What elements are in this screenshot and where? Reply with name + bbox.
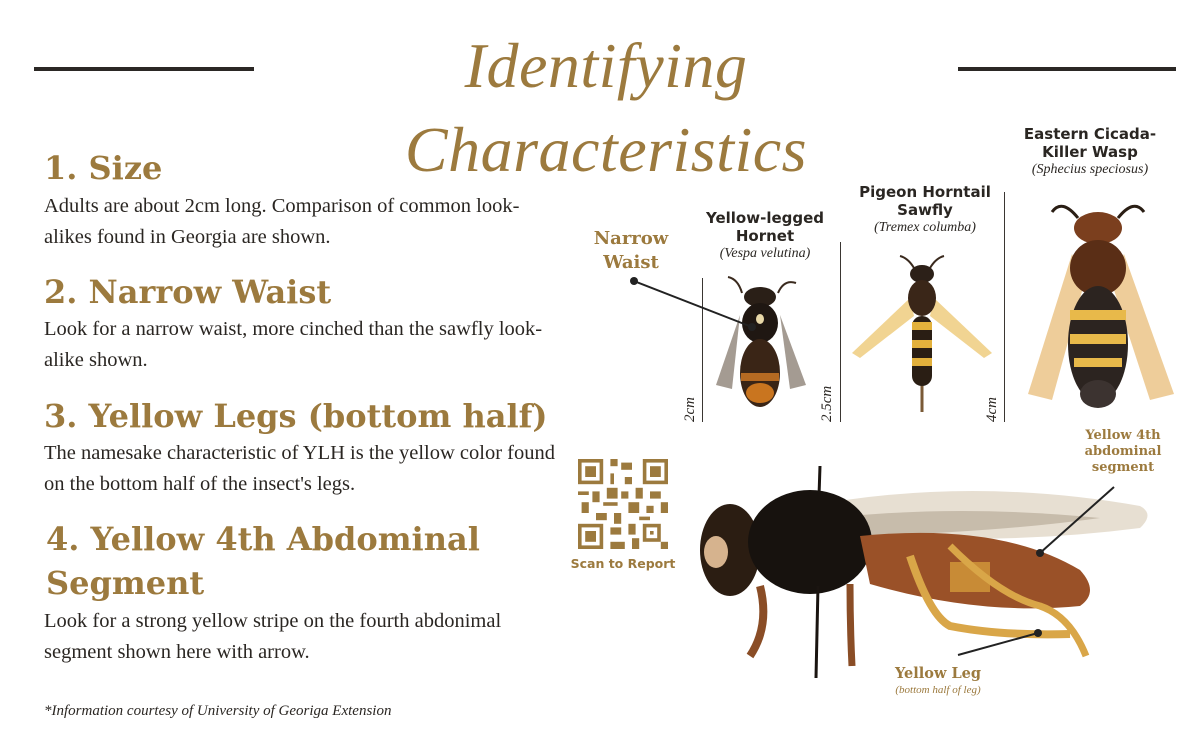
hornet-name-line1: Yellow-legged bbox=[705, 209, 825, 227]
cicada-killer-name-line2: Killer Wasp bbox=[1042, 143, 1138, 161]
section-waist-text: Look for a narrow waist, more cinched than the sawfly look-alike shown. bbox=[44, 318, 543, 371]
qr-code-icon[interactable] bbox=[578, 459, 668, 549]
section-legs-text: The namesake characteristic of YLH is the yellow color found on the bottom half of the insect's legs. bbox=[44, 442, 555, 495]
sawfly-scale-label: 2.5cm bbox=[819, 385, 835, 422]
yellow-leg-label: Yellow Leg bbox=[894, 665, 982, 682]
section-waist-heading: 2. Narrow Waist bbox=[44, 273, 332, 311]
sawfly-scientific: (Tremex columba) bbox=[874, 220, 976, 235]
hornet-scale-bar bbox=[702, 278, 703, 422]
section-abdominal-text: Look for a strong yellow stripe on the fourth abdonimal segment shown here with arrow. bbox=[44, 610, 502, 663]
hornet-scientific: (Vespa velutina) bbox=[719, 246, 811, 261]
hornet-scale-label: 2cm bbox=[682, 397, 698, 422]
qr-caption: Scan to Report bbox=[570, 556, 676, 571]
sawfly-name-line1: Pigeon Horntail bbox=[859, 183, 991, 201]
title-rule-left bbox=[34, 67, 254, 71]
cicada-killer-scientific: (Sphecius speciosus) bbox=[1031, 162, 1149, 177]
cicada-killer-scale-label: 4cm bbox=[984, 397, 1000, 422]
section-size-text: Adults are about 2cm long. Comparison of common look-alikes found in Georgia are shown. bbox=[44, 195, 520, 248]
section-size-heading: 1. Size bbox=[44, 149, 163, 187]
section-abdominal-heading-line1: 4. Yellow 4th Abdominal bbox=[46, 520, 480, 558]
sawfly-dorsal-photo bbox=[852, 258, 992, 416]
abdominal-label-line3: segment bbox=[1091, 460, 1155, 475]
sawfly-scale-bar bbox=[840, 242, 841, 422]
yellow-leg-note: (bottom half of leg) bbox=[895, 684, 981, 696]
hornet-side-photo bbox=[700, 466, 1160, 681]
footnote: *Information courtesy of University of Georiga Extension bbox=[44, 703, 392, 719]
section-abdominal-heading-line2: Segment bbox=[46, 564, 205, 602]
page-title: Identifying Characteristics bbox=[404, 30, 808, 185]
cicada-killer-scale-bar bbox=[1004, 192, 1005, 422]
abdominal-label-line2: abdominal bbox=[1084, 444, 1162, 459]
abdominal-label-line1: Yellow 4th bbox=[1085, 428, 1161, 443]
hornet-dorsal-photo bbox=[720, 275, 810, 425]
narrow-waist-label-line2: Waist bbox=[603, 252, 659, 273]
title-rule-right bbox=[958, 67, 1176, 71]
cicada-killer-dorsal-photo bbox=[1028, 194, 1176, 424]
sawfly-name-line2: Sawfly bbox=[897, 201, 953, 219]
hornet-name-line2: Hornet bbox=[735, 227, 795, 245]
cicada-killer-name-line1: Eastern Cicada- bbox=[1023, 125, 1157, 143]
narrow-waist-label-line1: Narrow bbox=[593, 228, 669, 249]
yellow-leg-pointer bbox=[0, 0, 1, 1]
section-legs-heading: 3. Yellow Legs (bottom half) bbox=[44, 397, 548, 435]
